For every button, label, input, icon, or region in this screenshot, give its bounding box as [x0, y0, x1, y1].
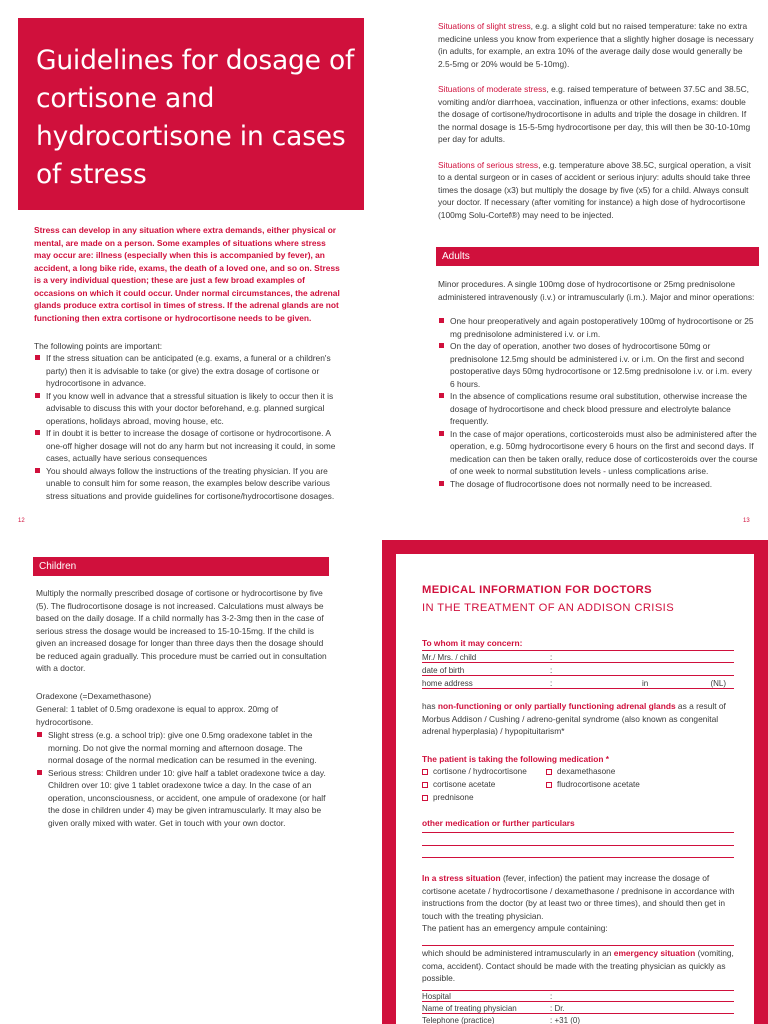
emergency-paragraph: which should be administered intramuscularly in an emergency situation (vomiting, coma, accident). Contact should be made with the treating physician as quickly as possible. — [422, 948, 734, 983]
page-number-left: 12 — [18, 518, 25, 524]
children-text: Multiply the normally prescribed dosage of cortisone or hydrocortisone by five (5). The fludrocortisone dosage is not increased. Calculations must always be based on the daily dosage. If a child normally has 3-2-3mg then in the case of serious stress the dosage would be increased to 15-10-15mg. If the child is given an increased dosage for longer than three days then the dosage should be reduced again gradually. This procedure must be carried out in consultation with a doctor. — [36, 588, 327, 673]
adults-list — [438, 315, 758, 490]
med-checkbox-fludrocortisone[interactable]: fludrocortisone acetate — [546, 779, 640, 791]
divider — [422, 650, 734, 651]
adults-intro: Minor procedures. A single 100mg dose of hydrocortisone or 25mg prednisolone administered intravenously (i.v.) or intramuscularly (i.m.). Major and minor operations: — [438, 279, 755, 302]
divider[interactable] — [422, 945, 734, 946]
page-title: Guidelines for dosage of cortisone and hydrocortisone in cases of stress — [36, 45, 355, 190]
bullet-icon — [439, 393, 444, 398]
medication-heading: The patient is taking the following medication * — [422, 754, 610, 764]
stress-situation-paragraph: In a stress situation (fever, infection) the patient may increase the dosage of cortisone acetate / hydrocortisone / dexamethasone / prednisone in accordance with instructions from the doctor (by at least two or three times), and should then get in touch with the treating physician. — [422, 873, 735, 921]
bullet-icon — [35, 355, 40, 360]
form-row-hospital[interactable]: Hospital : — [422, 991, 734, 1002]
list-item: In the case of major operations, corticosteroids must also be administered after the operation, e.g. 50mg hydrocortisone every 6 hours on the first and second days. If medication can then be taken orally, reduce dose of corticosteroids over the course of one week to normal substitution levels - unless complications arise. — [438, 428, 758, 478]
bullet-icon — [439, 343, 444, 348]
list-item: One hour preoperatively and again postoperatively 100mg of hydrocortisone or 25 mg prednisolone administered i.v. or i.m. — [438, 315, 758, 340]
bullet-icon — [439, 481, 444, 486]
list-item: You should always follow the instructions of the treating physician. If you are unable to consult him for some reason, the examples below describe various stress situations and provide guidelines for cortisone/hydrocortisone dosages. — [34, 465, 340, 503]
form-row-name[interactable]: Mr./ Mrs. / child : — [422, 652, 734, 663]
med-checkbox-dexamethasone[interactable]: dexamethasone — [546, 766, 615, 778]
list-item: If the stress situation can be anticipated (e.g. exams, a funeral or a children's party) then it is advisable to take (or give) the extra dosage of cortisone or hydrocortisone in advance. — [34, 352, 340, 390]
list-item: In the absence of complications resume oral substitution, otherwise increase the dosage of hydrocortisone and check blood pressure and electrolyte balance frequently. — [438, 390, 758, 428]
page-number-right: 13 — [743, 518, 750, 524]
med-checkbox-cortisone[interactable]: cortisone / hydrocortisone — [422, 766, 527, 778]
bullet-icon — [37, 770, 42, 775]
form-row-physician[interactable]: Name of treating physician : Dr. — [422, 1003, 734, 1014]
bullet-icon — [37, 732, 42, 737]
med-checkbox-prednisone[interactable]: prednisone — [422, 792, 474, 804]
list-item: If you know well in advance that a stressful situation is likely to occur then it is advisable to discuss this with your doctor beforehand, e.g. planned surgical operations, holidays abroad, moving house, etc. — [34, 390, 340, 428]
med-checkbox-cortisone-acetate[interactable]: cortisone acetate — [422, 779, 495, 791]
bullet-icon — [439, 431, 444, 436]
form-row-dob[interactable]: date of birth : — [422, 665, 734, 676]
condition-paragraph: has non-functioning or only partially functioning adrenal glands as a result of Morbus Addison / Cushing / adreno-genital syndrome (also known as congenital adrenal hyperplasia) / hypopituitarism* — [422, 701, 726, 736]
points-list — [34, 352, 340, 502]
list-item: Slight stress (e.g. a school trip): give one 0.5mg oradexone tablet in the morning. Do not give the normal morning and afternoon dosage. The normal dosage of the normal medication can be resumed in the evening. — [36, 729, 328, 767]
bullet-icon — [35, 393, 40, 398]
checkbox-icon — [546, 782, 552, 788]
children-heading: Children — [33, 557, 329, 576]
intro-paragraph: Stress can develop in any situation where extra demands, either physical or mental, are made on a person. Some examples of situations where stress may occur are: illness (especially when this is accompanied by fever), an accident, a long bike ride, exams, the death of a loved one, and so on. Stress is a very individual question; these are just a few broad examples of occasions on which it could occur. Under normal circumstances, the adrenal glands produce extra cortisol in times of stress. If the adrenal glands are not functioning then extra cortisone or hydrocortisone needs to be given. — [34, 225, 340, 323]
form-row-address[interactable]: home address : in (NL) — [422, 678, 734, 689]
bullet-icon — [439, 318, 444, 323]
divider — [422, 832, 734, 833]
bullet-icon — [35, 430, 40, 435]
checkbox-icon — [422, 769, 428, 775]
checkbox-icon — [546, 769, 552, 775]
checkbox-icon — [422, 795, 428, 801]
oradexone-title: Oradexone (=Dexamethasone) — [36, 691, 152, 701]
points-heading: The following points are important: — [34, 341, 163, 351]
moderate-stress-paragraph: Situations of moderate stress, e.g. raised temperature of between 37.5C and 38.5C, vomiting and/or diarrhoea, vaccination, influenza or other infections, exams: double the dosage of cortisone/hydrocortisone in adults and triple the dosage in children. If the normal dosage is 15-5-5mg hydrocortisone per day, this will then be 30-10-10mg per day for adults. — [438, 84, 751, 144]
card-body — [396, 554, 754, 1024]
stress-situations — [438, 20, 758, 231]
ampule-text: The patient has an emergency ampule containing: — [422, 923, 608, 933]
oradexone-general: General: 1 tablet of 0.5mg oradexone is equal to approx. 20mg of hydrocortisone. — [36, 704, 279, 727]
list-item: On the day of operation, another two doses of hydrocortisone 50mg or prednisolone 12.5mg should be administered i.v. or i.m. On the first and second postoperative days 50mg hydrocortisone or 12.5mg prednisolone i.v. or i.m. every 6 hours. — [438, 340, 758, 390]
divider[interactable] — [422, 857, 734, 858]
children-list — [36, 729, 328, 829]
form-row-telephone[interactable]: Telephone (practice) : +31 (0) — [422, 1016, 581, 1024]
serious-stress-paragraph: Situations of serious stress, e.g. temperature above 38.5C, surgical operation, a visit to a dental surgeon or in cases of accident or serious injury: adults should take three times the dosage (x3) but multiply the dosage by five (x5) for a child. Always consult your doctor. If necessary (after vomiting for instance) a high dose of hydrocortisone (100mg Solu-Cortef®) may need to be injected. — [438, 159, 751, 220]
card-heading: MEDICAL INFORMATION FOR DOCTORS — [422, 584, 652, 596]
title-box — [18, 18, 364, 210]
medical-info-card — [382, 540, 768, 1024]
divider[interactable] — [422, 845, 734, 846]
checkbox-icon — [422, 782, 428, 788]
card-subheading: IN THE TREATMENT OF AN ADDISON CRISIS — [422, 602, 675, 614]
adults-heading: Adults — [436, 247, 759, 266]
list-item: The dosage of fludrocortisone does not normally need to be increased. — [438, 478, 758, 491]
to-whom-heading: To whom it may concern: — [422, 638, 523, 648]
slight-stress-paragraph: Situations of slight stress, e.g. a slight cold but no raised temperature: take no extra medicine unless you know from experience that a slightly higher dosage is necessary (in adults, for example, an extra 10% of the average daily dose would generally be 2.5-5mg or 20% would be 5-10mg). — [438, 21, 754, 69]
list-item: Serious stress: Children under 10: give half a tablet oradexone twice a day. Children over 10: give 1 tablet oradexone twice a day. In the case of an operation, unconsciousness, or accident, one ampule of oradexone (or half the dose in children under 4) may be given intramuscularly. It may also be given orally mixed with water. Get in touch with your own doctor. — [36, 767, 328, 830]
list-item: If in doubt it is better to increase the dosage of cortisone or hydrocortisone. A one-off higher dosage will not do any harm but not increasing it could, in some cases, actually have serious consequences — [34, 427, 340, 465]
bullet-icon — [35, 468, 40, 473]
other-medication-heading: other medication or further particulars — [422, 818, 575, 828]
